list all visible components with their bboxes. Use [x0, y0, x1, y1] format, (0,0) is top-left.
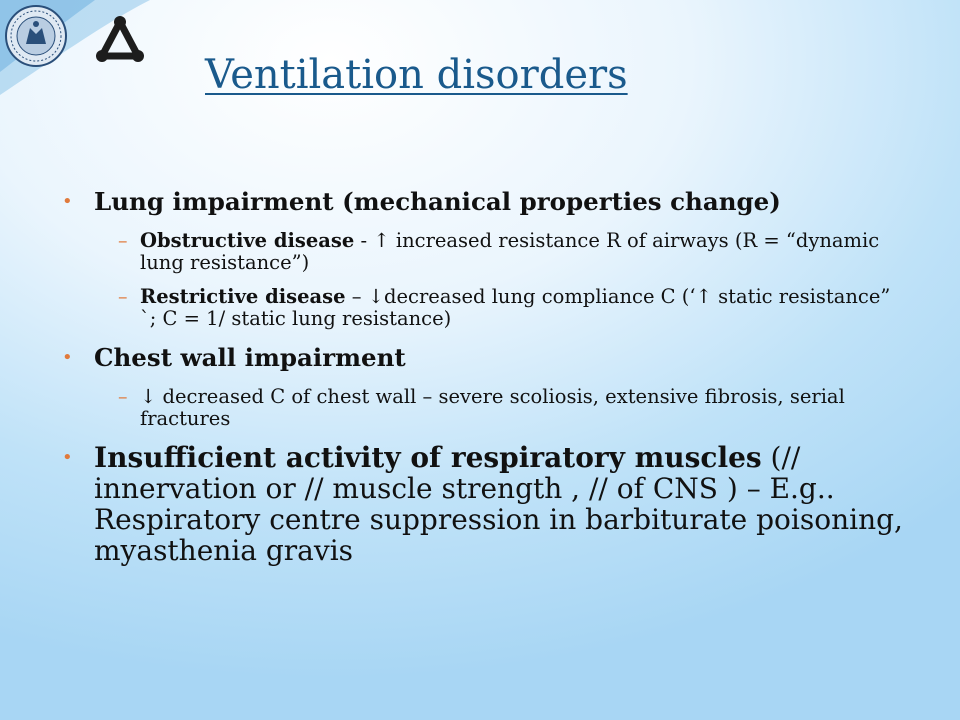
bullet-lung-impairment: [62, 186, 912, 218]
bullet-list: [62, 186, 912, 572]
university-seal-logo: [4, 4, 68, 68]
sub-bullet-obstructive: [118, 230, 912, 274]
bullet-bold-text: Insufficient activity of respiratory muscles: [94, 441, 762, 474]
slide-title: Ventilation disorders: [205, 52, 628, 98]
triangle-logo: [92, 14, 148, 66]
bullet-text: (// innervation or // muscle strength , // of CNS ) – E.g.. Respiratory centre suppression in barbiturate poisoning, myasthenia gravis: [94, 441, 903, 567]
bullet-respiratory-muscles: [62, 442, 912, 566]
dash-icon: –: [118, 386, 128, 408]
sub-bullet-bold-text: Restrictive disease: [140, 285, 346, 308]
sub-bullet-text: – ↓decreased lung compliance C (‘↑ static resistance” `; C = 1/ static lung resistance): [140, 285, 891, 330]
sub-bullet-chest-compliance: [118, 386, 912, 430]
dash-icon: –: [118, 230, 128, 252]
bullet-dot-icon: •: [62, 191, 73, 212]
bullet-chest-wall: [62, 342, 912, 374]
sub-bullet-text: ↓ decreased C of chest wall – severe scoliosis, extensive fibrosis, serial fractures: [140, 385, 845, 430]
sub-bullet-restrictive: [118, 286, 912, 330]
dash-icon: –: [118, 286, 128, 308]
bullet-dot-icon: •: [62, 447, 73, 468]
sub-bullet-bold-text: Obstructive disease: [140, 229, 355, 252]
sub-list-chest: [62, 386, 912, 430]
bullet-bold-text: Chest wall impairment: [94, 343, 406, 372]
sub-list-lung: [62, 230, 912, 330]
bullet-dot-icon: •: [62, 347, 73, 368]
bullet-bold-text: Lung impairment (mechanical properties change): [94, 187, 781, 216]
sub-bullet-text: - ↑ increased resistance R of airways (R = “dynamic lung resistance”): [140, 229, 880, 274]
